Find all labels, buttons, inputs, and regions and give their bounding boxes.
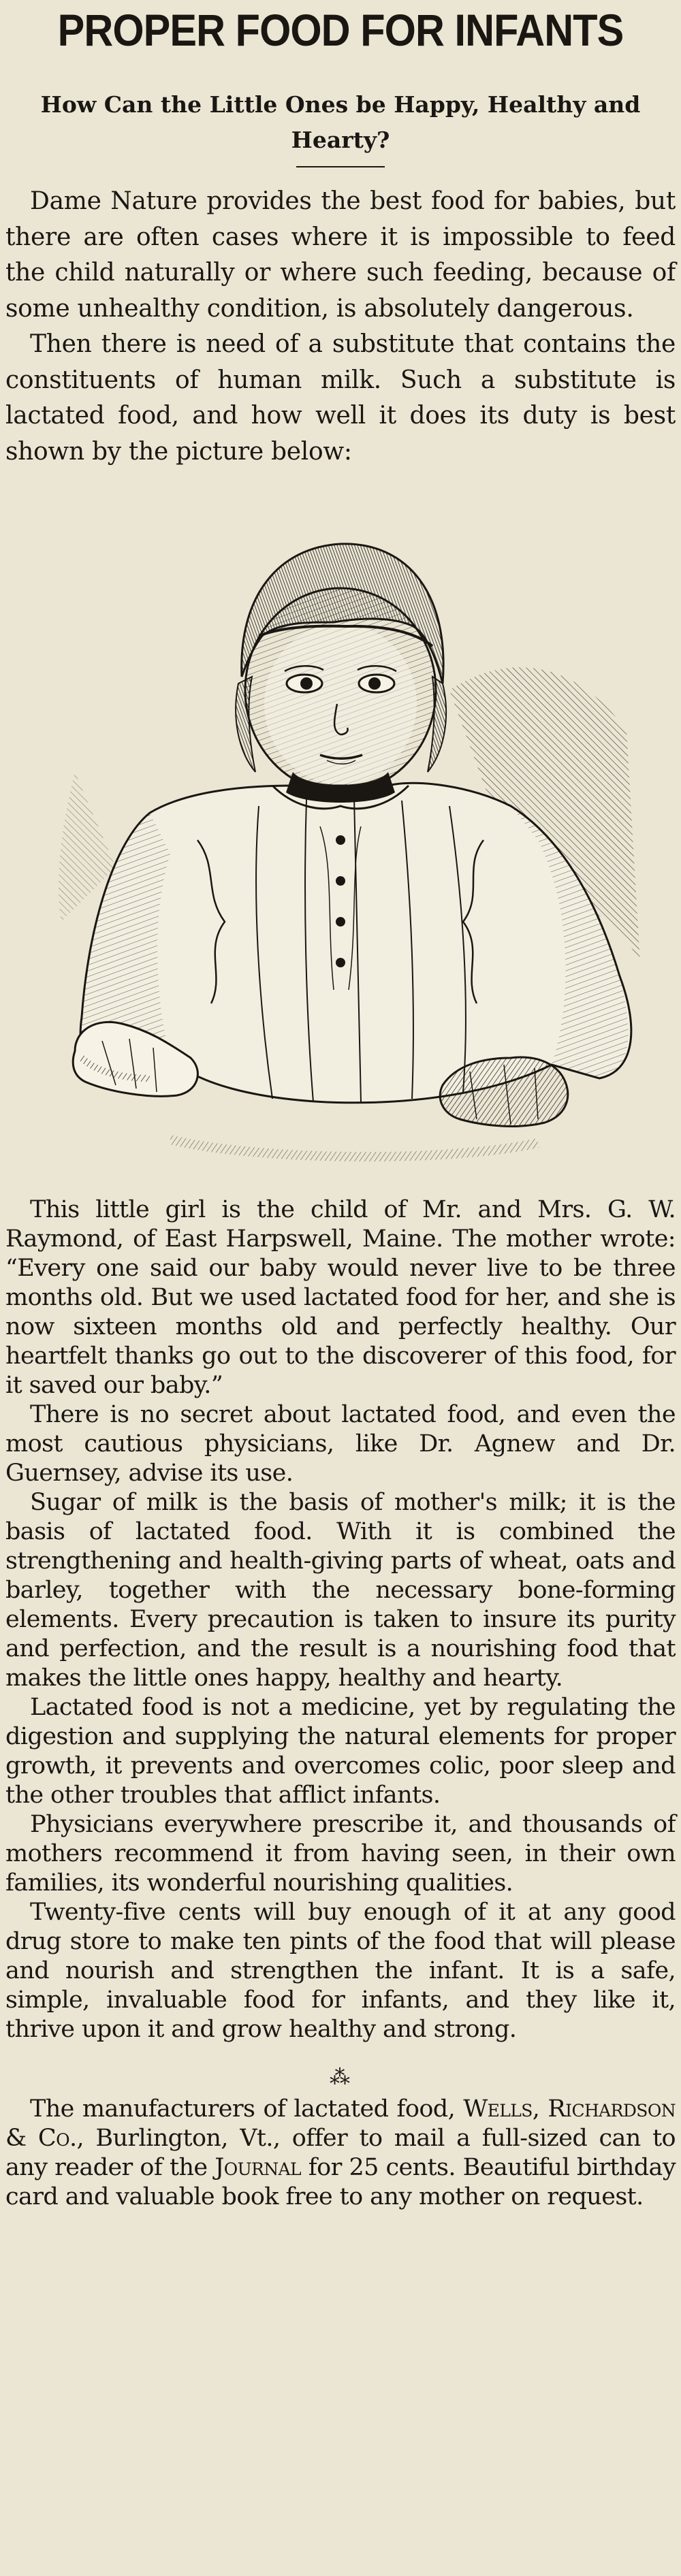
body-paragraph-1: This little girl is the child of Mr. and Mrs. G. W. Raymond, of East Harpswell, Maine. The mother wrote: “Every one said our baby would never live to be three months old. But we used lactated food for her, and she is now sixteen months old and perfectly healthy. Our heartfelt thanks go out to the discoverer of this food, for it saved our baby.” (5, 1196, 676, 1399)
body-paragraph-4: Lactated food is not a medicine, yet by regulating the digestion and supplying the natural elements for proper growth, it prevents and overcomes colic, poor sleep and the other troubles that afflict infants. (5, 1694, 676, 1809)
body-paragraph-3: Sugar of milk is the basis of mother's milk; it is the basis of lactated food. With it is combined the strengthening and health-giving parts of wheat, oats and barley, together with the necessary bone-forming elements. Every precaution is taken to insure its purity and perfection, and the result is a nourishing food that makes the little ones happy, healthy and hearty. (5, 1489, 676, 1692)
body-paragraph-5: Physicians everywhere prescribe it, and thousands of mothers recommend it from having seen, in their own families, its wonderful nourishing qualities. (5, 1811, 676, 1897)
subheadline: How Can the Little Ones be Happy, Healthy and Hearty? (40, 91, 641, 153)
company-name: Wells, Richardson & Co. (5, 2095, 676, 2152)
body-paragraph-6: Twenty-five cents will buy enough of it at any good drug store to make ten pints of the food that will please and nourish and strengthen the infant. It is a safe, simple, invaluable food for infants, and they like it, thrive upon it and grow healthy and strong. (5, 1899, 676, 2043)
body-paragraph-2: There is no secret about lactated food, and even the most cautious physicians, like Dr. Agnew and Dr. Guernsey, advise its use. (5, 1401, 676, 1487)
intro-paragraph-2: Then there is need of a substitute that contains the constituents of human milk. Such a substitute is lactated food, and how well it does its duty is best shown by the picture below: (5, 330, 676, 466)
closing-text-2: , Burlington, Vt., offer to mail a full-sized can to any reader of the (5, 2125, 676, 2181)
intro-paragraph-1: Dame Nature provides the best food for babies, but there are often cases where it is impossible to feed the child naturally or where such feeding, because of some unhealthy condition, is absolutely dangerous. (5, 187, 676, 323)
journal-name: Journal (215, 2154, 302, 2181)
closing-paragraph (5, 2095, 676, 2212)
section-rule (296, 166, 385, 167)
article-body (5, 1195, 676, 2212)
asterism-separator: ⁂ (330, 2065, 351, 2089)
closing-text-3: for 25 cents. Beautiful birthday card and valuable book free to any mother on request. (5, 2154, 676, 2210)
baby-girl-engraving-icon (34, 486, 647, 1187)
closing-text-1: The manufacturers of lactated food, (30, 2095, 464, 2123)
headline: PROPER FOOD FOR INFANTS (57, 5, 624, 55)
